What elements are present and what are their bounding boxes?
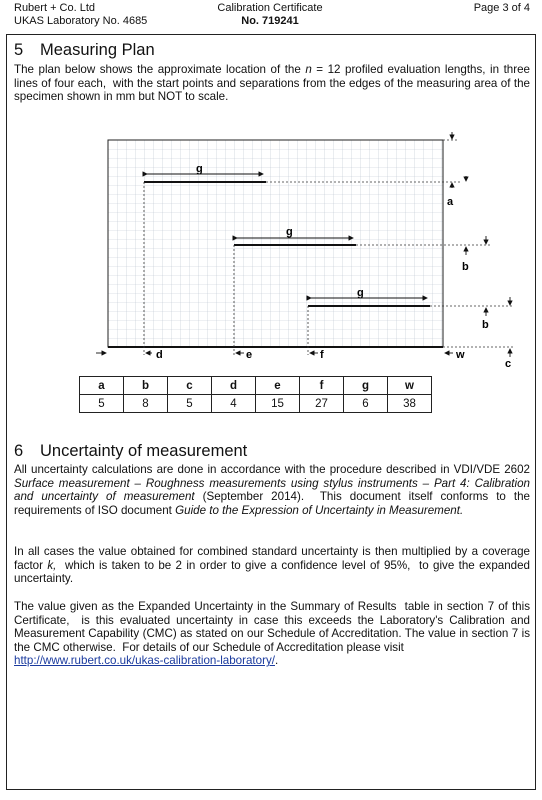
e-label: e bbox=[246, 349, 253, 361]
table-cell: 8 bbox=[124, 395, 168, 413]
b-label-1: b bbox=[462, 261, 469, 273]
section5-number: 5 bbox=[14, 41, 24, 59]
intro-text-1: The plan below shows the approximate location of the bbox=[14, 63, 306, 76]
table-cell: 38 bbox=[388, 395, 432, 413]
p2-text-b: which is taken to be 2 in order to give a confidence level of 95%, to give the expanded uncertainty. bbox=[14, 558, 534, 586]
accreditation-link[interactable]: http://www.rubert.co.uk/ukas-calibration-laboratory/ bbox=[14, 654, 275, 668]
company-name: Rubert + Co. Ltd bbox=[14, 2, 96, 14]
p1-iso-title: Guide to the Expression of Uncertainty in Measurement. bbox=[175, 503, 464, 517]
section6-paragraph-2 bbox=[14, 545, 534, 586]
table-cell: 15 bbox=[256, 395, 300, 413]
table-header: e bbox=[256, 377, 300, 395]
d-label: d bbox=[156, 349, 163, 361]
table-cell: 4 bbox=[212, 395, 256, 413]
a-label: a bbox=[447, 196, 454, 208]
b-label-2: b bbox=[482, 319, 489, 331]
p2-k: k, bbox=[47, 558, 57, 572]
section6-paragraph-3 bbox=[14, 600, 534, 668]
g-label-2: g bbox=[286, 226, 293, 238]
intro-text-2: = 12 profiled evaluation lengths, in three lines of four each, with the start points and separations from the edges of the measuring area of the specimen shown in mm but NOT to scale. bbox=[14, 63, 534, 104]
section6-heading bbox=[14, 441, 247, 461]
link-suffix: . bbox=[274, 654, 279, 668]
dimension-table bbox=[79, 376, 432, 413]
w-label: w bbox=[456, 349, 465, 361]
table-header: f bbox=[300, 377, 344, 395]
f-label: f bbox=[320, 349, 324, 361]
lab-number: UKAS Laboratory No. 4685 bbox=[14, 15, 148, 27]
c-label: c bbox=[505, 358, 512, 370]
table-header: g bbox=[344, 377, 388, 395]
specimen-area bbox=[108, 140, 443, 347]
certificate-number: No. 719241 bbox=[241, 15, 299, 27]
doc-type: Calibration Certificate bbox=[217, 2, 323, 14]
table-cell: 27 bbox=[300, 395, 344, 413]
section6-number: 6 bbox=[14, 442, 24, 460]
table-cell: 5 bbox=[80, 395, 124, 413]
p1-text-a: All uncertainty calculations are done in accordance with the procedure described in VDI/VDE 2602 bbox=[14, 463, 534, 476]
p3-text: The value given as the Expanded Uncertainty in the Summary of Results table in section 7 of this Certificate, is this evaluated uncertainty in case this exceeds the Laboratory's Calibration and Measurement Capability (CMC) as stated on our Schedule of Accreditation. The value in section 7 is the CMC otherwise. For details of our Schedule of Accreditation please visit bbox=[14, 600, 534, 654]
section5-title: Measuring Plan bbox=[40, 41, 155, 59]
p1-text-c: (September 2014). This document itself conforms to the requirements of ISO document bbox=[14, 490, 534, 517]
p2-text-a: In all cases the value obtained for combined standard uncertainty is then multiplied by a coverage factor bbox=[14, 545, 534, 572]
table-header: d bbox=[212, 377, 256, 395]
table-header: c bbox=[168, 377, 212, 395]
p1-standard-title: Surface measurement – Roughness measurements using stylus instruments – Part 4: Calibration and uncertainty of measurement bbox=[14, 476, 534, 504]
table-header: w bbox=[388, 377, 432, 395]
intro-n: n bbox=[305, 63, 312, 76]
table-header: a bbox=[80, 377, 124, 395]
g-label-3: g bbox=[357, 287, 364, 299]
table-cell: 6 bbox=[344, 395, 388, 413]
section6-title: Uncertainty of measurement bbox=[40, 442, 248, 460]
table-header: b bbox=[124, 377, 168, 395]
table-header-row bbox=[80, 377, 432, 395]
page-number: Page 3 of 4 bbox=[473, 2, 530, 14]
g-label-1: g bbox=[196, 163, 203, 175]
section6-paragraph-1 bbox=[14, 463, 534, 517]
table-row bbox=[80, 395, 432, 413]
table-cell: 5 bbox=[168, 395, 212, 413]
